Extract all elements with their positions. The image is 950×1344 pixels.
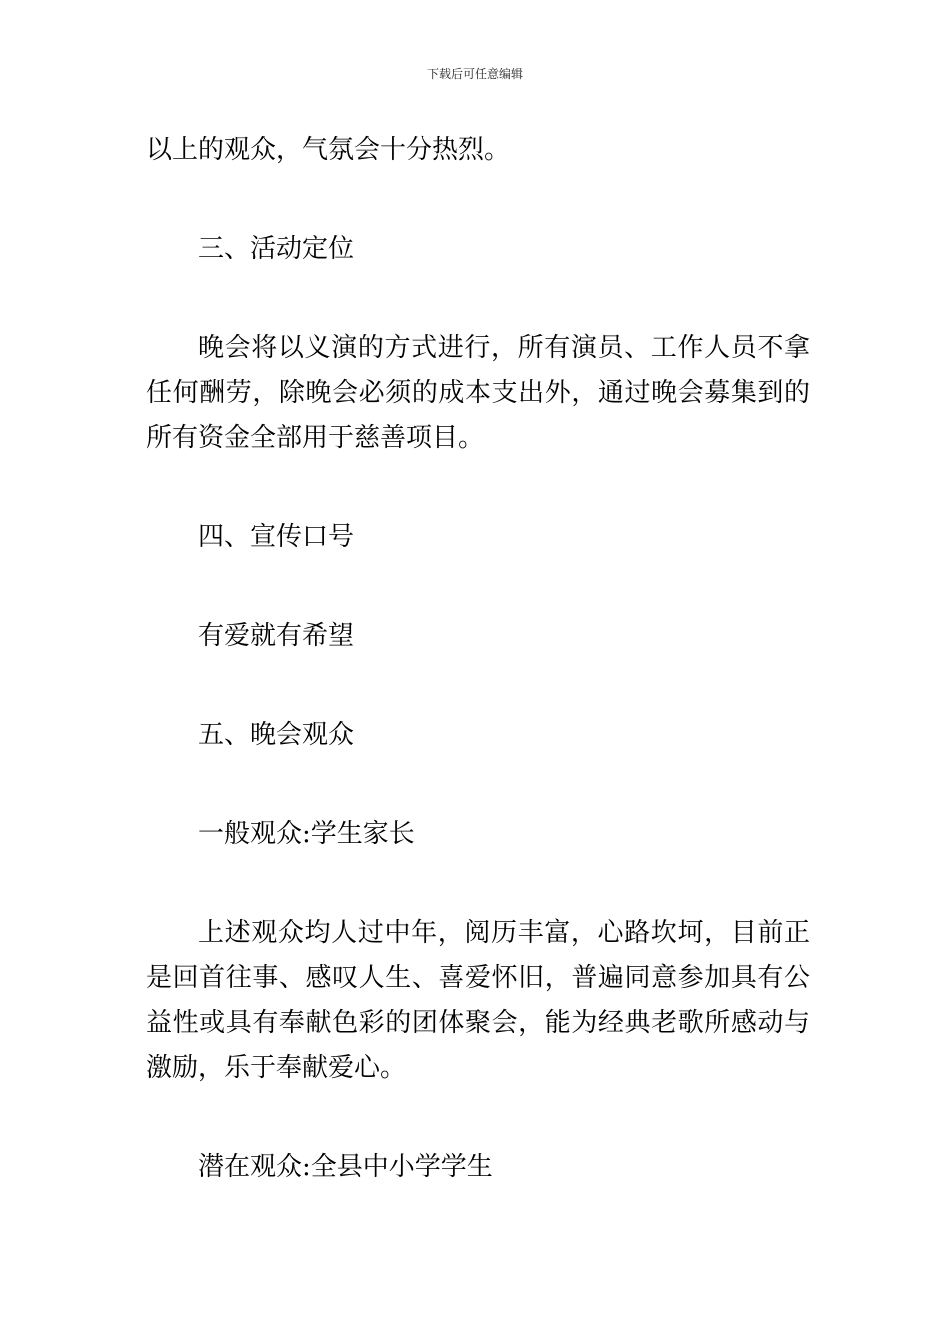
paragraph-slogan: 有爱就有希望 <box>198 621 355 651</box>
paragraph-potential-audience: 潜在观众:全县中小学学生 <box>198 1152 493 1182</box>
paragraph-continuation: 以上的观众，气氛会十分热烈。 <box>146 135 511 165</box>
page-header: 下载后可任意编辑 <box>426 67 523 81</box>
section-heading-activity-positioning: 三、活动定位 <box>198 234 355 264</box>
section-heading-audience: 五、晚会观众 <box>198 720 355 750</box>
paragraph-charity-performance: 晚会将以义演的方式进行，所有演员、工作人员不拿任何酬劳，除晚会必须的成本支出外，通过晚会募集到的所有资金全部用于慈善项目。 <box>146 333 810 453</box>
document-body <box>146 128 810 1190</box>
paragraph-audience-description: 上述观众均人过中年，阅历丰富，心路坎坷，目前正是回首往事、感叹人生、喜爱怀旧，普遍同意参加具有公益性或具有奉献色彩的团体聚会，能为经典老歌所感动与激励，乐于奉献爱心。 <box>146 918 810 1083</box>
paragraph-general-audience: 一般观众:学生家长 <box>198 819 415 849</box>
section-heading-slogan: 四、宣传口号 <box>198 522 355 552</box>
